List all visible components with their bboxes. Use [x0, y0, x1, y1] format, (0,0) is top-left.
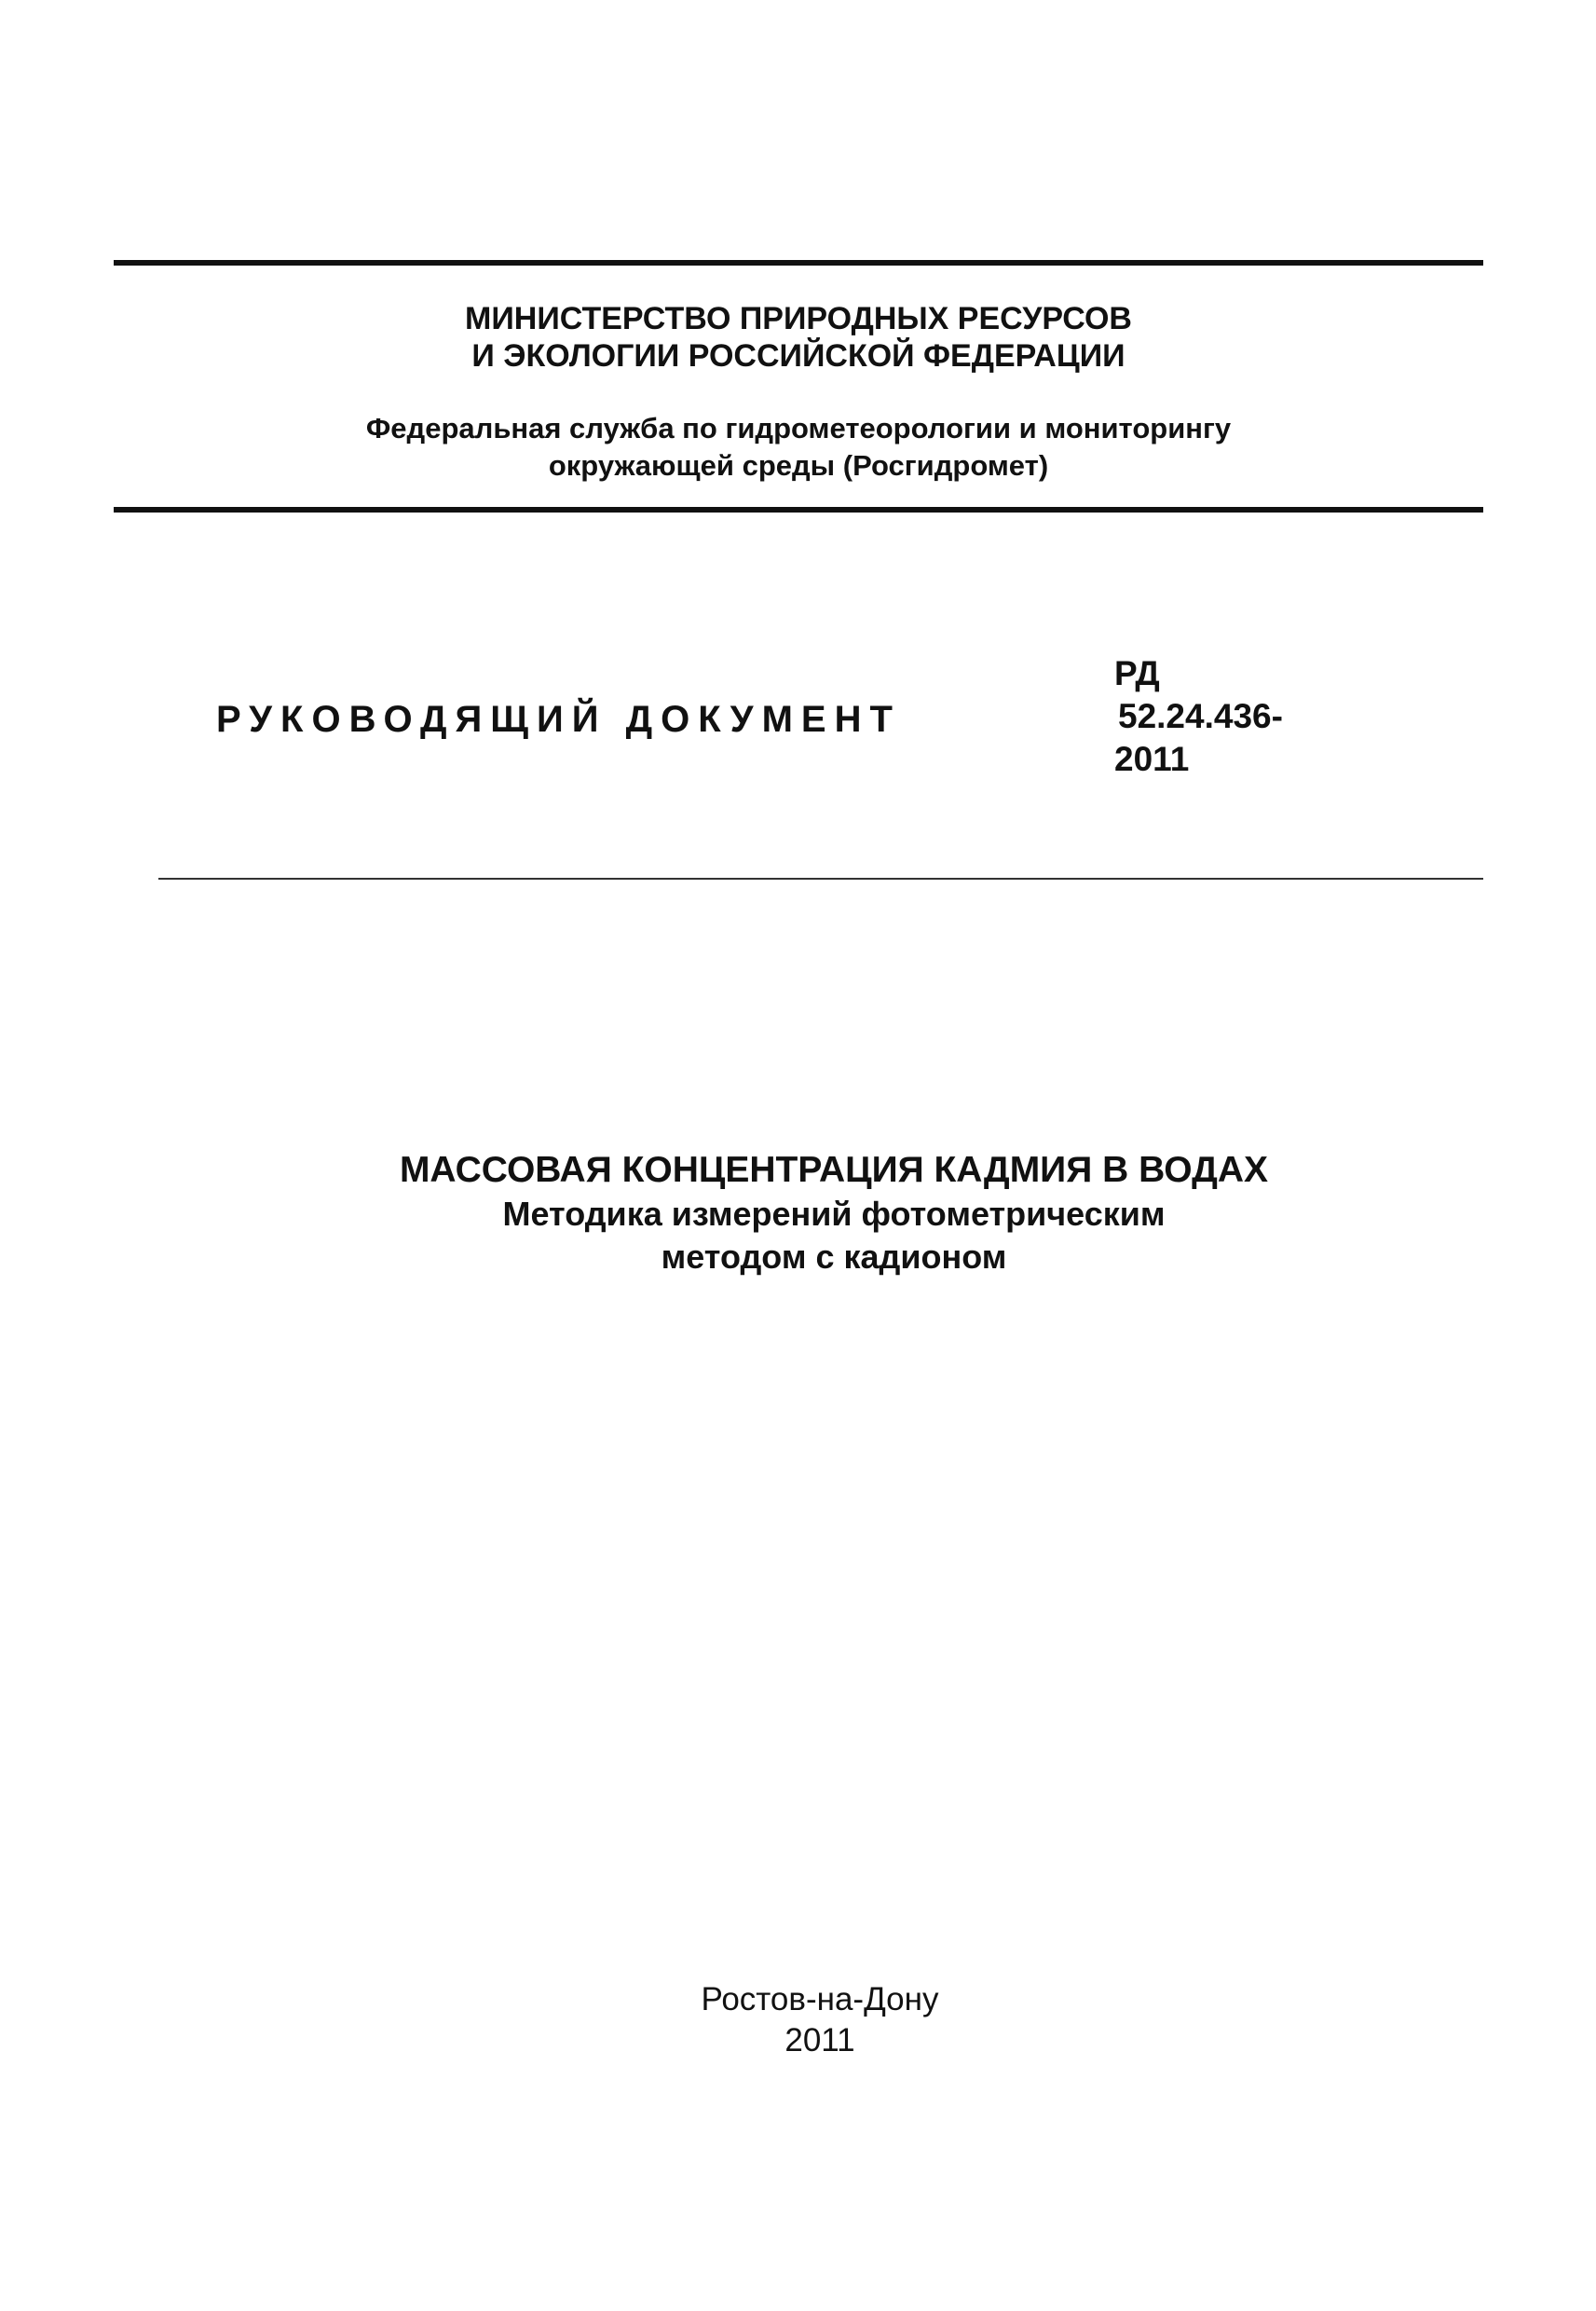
header-bottom-rule: [114, 507, 1483, 513]
publication-city: Ростов-на-Дону: [701, 1981, 939, 2017]
service-name: [114, 410, 1483, 485]
ministry-line-2: И ЭКОЛОГИИ РОССИЙСКОЙ ФЕДЕРАЦИИ: [471, 338, 1125, 374]
document-code: [1114, 652, 1283, 781]
title-main: МАССОВАЯ КОНЦЕНТРАЦИЯ КАДМИЯ В ВОДАХ: [399, 1150, 1269, 1190]
publication-year: 2011: [784, 2022, 855, 2058]
document-code-year: 2011: [1114, 740, 1190, 778]
document-code-prefix: РД: [1114, 654, 1160, 692]
ministry-name: [114, 300, 1483, 375]
publication-info: [112, 1979, 1528, 2061]
service-line-1: Федеральная служба по гидрометеорологии и мониторингу: [365, 412, 1232, 444]
thin-divider: [158, 878, 1483, 880]
service-line-2: окружающей среды (Росгидромет): [548, 449, 1049, 482]
top-rule: [114, 260, 1483, 266]
title-sub-line-2: методом с кадионом: [661, 1238, 1007, 1276]
title-sub-line-1: Методика измерений фотометрическим: [502, 1195, 1166, 1233]
document-type: РУКОВОДЯЩИЙ ДОКУМЕНТ: [216, 699, 901, 740]
document-code-number: 52.24.436-: [1118, 697, 1283, 735]
ministry-line-1: МИНИСТЕРСТВО ПРИРОДНЫХ РЕСУРСОВ: [465, 301, 1132, 336]
document-title: [112, 1148, 1556, 1279]
